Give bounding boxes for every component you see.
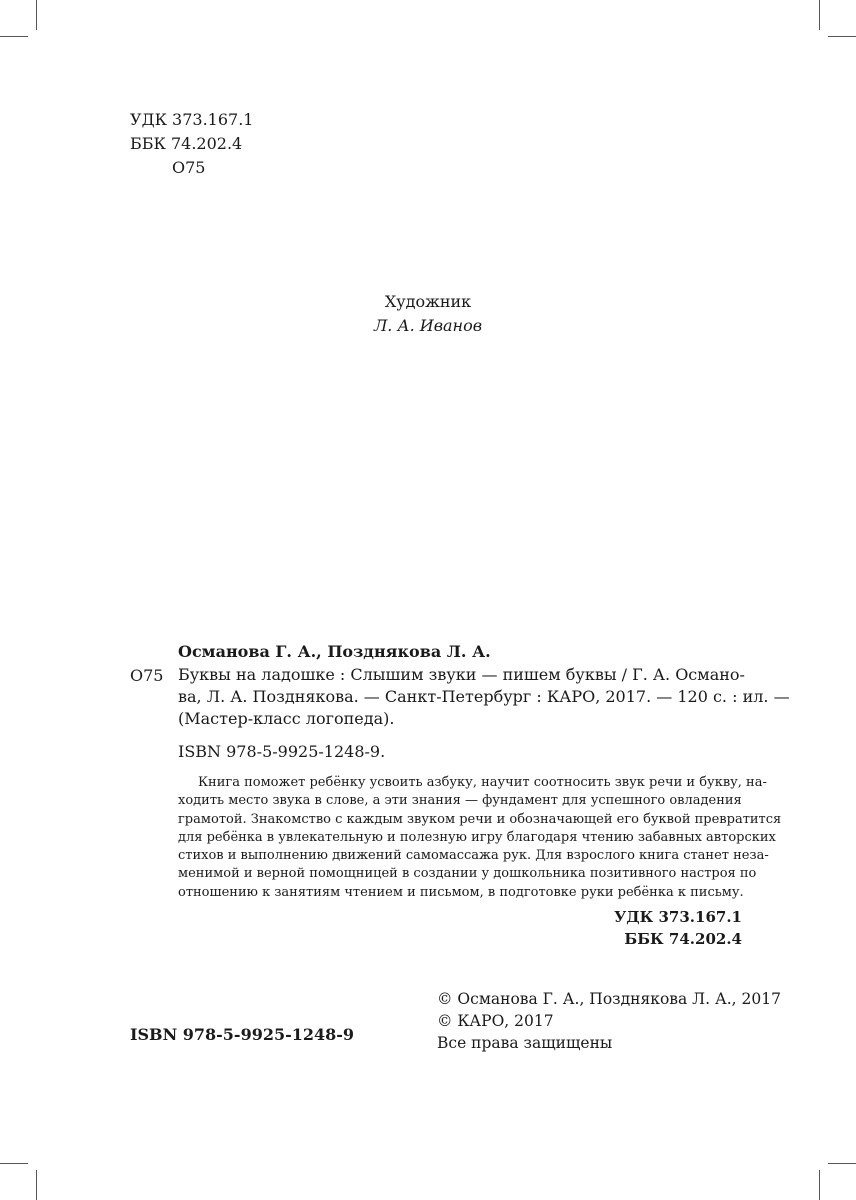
bib-line: ва, Л. А. Позднякова. — Санкт-Петербург : КАРО, 2017. — 120 с. : ил. —	[178, 687, 790, 706]
isbn-bold: ISBN 978-5-9925-1248-9	[130, 1025, 355, 1044]
bbk-code: ББК 74.202.4	[130, 134, 243, 153]
crop-mark	[36, 0, 37, 30]
annotation-line: Книга поможет ребёнку усвоить азбуку, научит соотносить звук речи и букву, на-	[198, 775, 767, 790]
annotation-line: для ребёнка в увлекательную и полезную игру благодаря чтению забавных авторских	[178, 829, 776, 845]
crop-mark	[36, 1170, 37, 1200]
crop-mark	[828, 1163, 856, 1164]
crop-mark	[819, 0, 820, 30]
annotation-line: ходить место звука в слове, а эти знания — фундамент для успешного овладения	[178, 793, 742, 809]
bibliographic-description	[178, 664, 790, 730]
classification-udk: УДК 373.167.1	[614, 908, 742, 926]
crop-mark	[828, 36, 856, 37]
copyright-authors: © Османова Г. А., Позднякова Л. А., 2017	[437, 990, 781, 1008]
classification-bbk: ББК 74.202.4	[624, 930, 742, 948]
bib-line: (Мастер-класс логопеда).	[178, 709, 395, 728]
bib-line: Буквы на ладошке : Слышим звуки — пишем буквы / Г. А. Османо-	[178, 665, 745, 684]
artist-label: Художник	[384, 292, 472, 311]
annotation-line: отношению к занятиям чтением и письмом, в подготовке руки ребёнка к письму.	[178, 884, 744, 900]
record-isbn: ISBN 978-5-9925-1248-9.	[178, 742, 386, 761]
record-author-sign: О75	[130, 666, 164, 685]
udk-code: УДК 373.167.1	[130, 110, 254, 129]
crop-mark	[0, 36, 28, 37]
crop-mark	[819, 1170, 820, 1200]
classification-codes	[614, 906, 742, 950]
annotation-line: менимой и верной помощницей в создании у дошкольника позитивного настроя по	[178, 866, 757, 882]
copyright-publisher: © КАРО, 2017	[437, 1012, 554, 1030]
annotation-line: стихов и выполнению движений самомассажа рук. Для взрослого книга станет неза-	[178, 848, 769, 864]
record-authors: Османова Г. А., Позднякова Л. А.	[178, 642, 491, 661]
crop-mark	[0, 1163, 28, 1164]
artist-name: Л. А. Иванов	[373, 316, 483, 335]
author-sign: О75	[172, 158, 206, 177]
annotation-line: грамотой. Знакомство с каждым звуком речи и обозначающей его буквой превратится	[178, 811, 782, 827]
rights-reserved: Все права защищены	[437, 1034, 613, 1052]
copyright-block	[437, 988, 781, 1054]
udk-block	[130, 108, 253, 180]
artist-credit	[0, 290, 856, 338]
annotation	[178, 774, 782, 902]
